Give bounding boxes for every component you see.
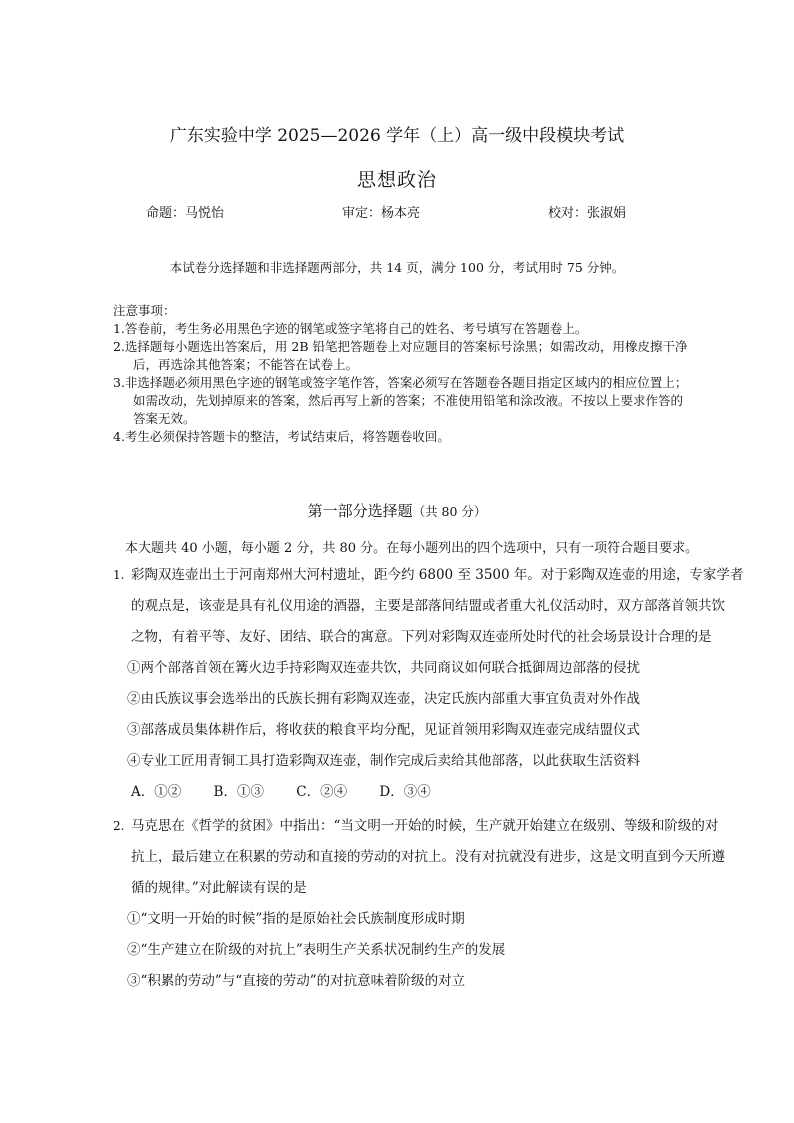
section-title: 第一部分选择题 bbox=[307, 502, 413, 520]
question-stem-line: 抗上，最后建立在积累的劳动和直接的劳动的对抗上。没有对抗就没有进步，这是文明直到今天所遵 bbox=[131, 849, 725, 865]
question-stem-line: 之物，有着平等、友好、团结、联合的寓意。下列对彩陶双连壶所处时代的社会场景设计合理的是 bbox=[131, 629, 712, 645]
instruction-item-continued: 后，再选涂其他答案；不能答在试卷上。 bbox=[133, 357, 359, 372]
instruction-item: 4.考生必须保持答题卡的整洁，考试结束后，将答题卷收回。 bbox=[113, 429, 450, 444]
instruction-item: 2.选择题每小题选出答案后，用 2B 铅笔把答题卷上对应题目的答案标号涂黑；如需改动，用橡皮擦干净 bbox=[113, 339, 688, 354]
question-stem-line: 马克思在《哲学的贫困》中指出：“当文明一开始的时候，生产就开始建立在级别、等级和阶级的对 bbox=[131, 818, 719, 834]
section-heading bbox=[0, 500, 794, 521]
question-number: 2. bbox=[113, 819, 125, 833]
question-option: ③“积累的劳动”与“直接的劳动”的对抗意味着阶级的对立 bbox=[127, 973, 466, 989]
subject-title: 思想政治 bbox=[356, 169, 437, 191]
answer-choices bbox=[113, 777, 763, 808]
choice-a: A．①② bbox=[131, 784, 182, 800]
choice-b: B．①③ bbox=[213, 784, 264, 800]
section-score-note: （共 80 分） bbox=[412, 504, 487, 519]
question-option: ③部落成员集体耕作后，将收获的粮食平均分配，见证首领用彩陶双连壶完成结盟仪式 bbox=[127, 722, 640, 738]
instruction-item-continued: 答案无效。 bbox=[133, 411, 196, 426]
question-stem-line: 循的规律。”对此解读有误的是 bbox=[131, 880, 307, 896]
proofreader-credit: 校对：张淑娟 bbox=[548, 206, 627, 221]
instruction-item-continued: 如需改动，先划掉原来的答案，然后再写上新的答案；不准使用铅笔和涂改液。不按以上要求作答的 bbox=[133, 393, 684, 408]
exam-intro: 本试卷分选择题和非选择题两部分，共 14 页，满分 100 分，考试用时 75 分钟。 bbox=[169, 260, 625, 275]
question-option: ②“生产建立在阶级的对抗上”表明生产关系状况制约生产的发展 bbox=[127, 942, 506, 958]
section-lead: 本大题共 40 小题，每小题 2 分，共 80 分。在每小题列出的四个选项中，只有一项符合题目要求。 bbox=[125, 541, 699, 556]
question-1 bbox=[113, 560, 763, 808]
setter-credit: 命题：马悦怡 bbox=[146, 206, 225, 221]
instruction-item: 1.答卷前，考生务必用黑色字迹的钢笔或签字笔将自己的姓名、考号填写在答题卷上。 bbox=[113, 321, 588, 336]
question-2 bbox=[113, 811, 763, 997]
reviewer-credit: 审定：杨本亮 bbox=[342, 206, 421, 221]
question-stem-line: 彩陶双连壶出土于河南郑州大河村遗址，距今约 6800 至 3500 年。对于彩陶双连壶的用途，专家学者 bbox=[131, 567, 744, 583]
choice-d: D．③④ bbox=[379, 784, 431, 800]
instructions-heading: 注意事项： bbox=[113, 303, 176, 318]
question-number: 1. bbox=[113, 568, 125, 582]
exam-title: 广东实验中学 2025—2026 学年（上）高一级中段模块考试 bbox=[169, 126, 625, 146]
instruction-item: 3.非选择题必须用黑色字迹的钢笔或签字笔作答，答案必须写在答题卷各题目指定区域内的相应位置上； bbox=[113, 375, 688, 390]
question-stem-line: 的观点是，该壶是具有礼仪用途的酒器，主要是部落间结盟或者重大礼仪活动时，双方部落首领共饮 bbox=[131, 598, 725, 614]
question-option: ①“文明一开始的时候”指的是原始社会氏族制度形成时期 bbox=[127, 911, 465, 927]
question-option: ④专业工匠用青铜工具打造彩陶双连壶，制作完成后卖给其他部落，以此获取生活资料 bbox=[127, 753, 640, 769]
question-option: ①两个部落首领在篝火边手持彩陶双连壶共饮，共同商议如何联合抵御周边部落的侵扰 bbox=[127, 660, 640, 676]
choice-c: C．②④ bbox=[296, 784, 348, 800]
question-option: ②由氏族议事会选举出的氏族长拥有彩陶双连壶，决定氏族内部重大事宜负责对外作战 bbox=[127, 691, 640, 707]
instructions-block bbox=[113, 302, 753, 446]
